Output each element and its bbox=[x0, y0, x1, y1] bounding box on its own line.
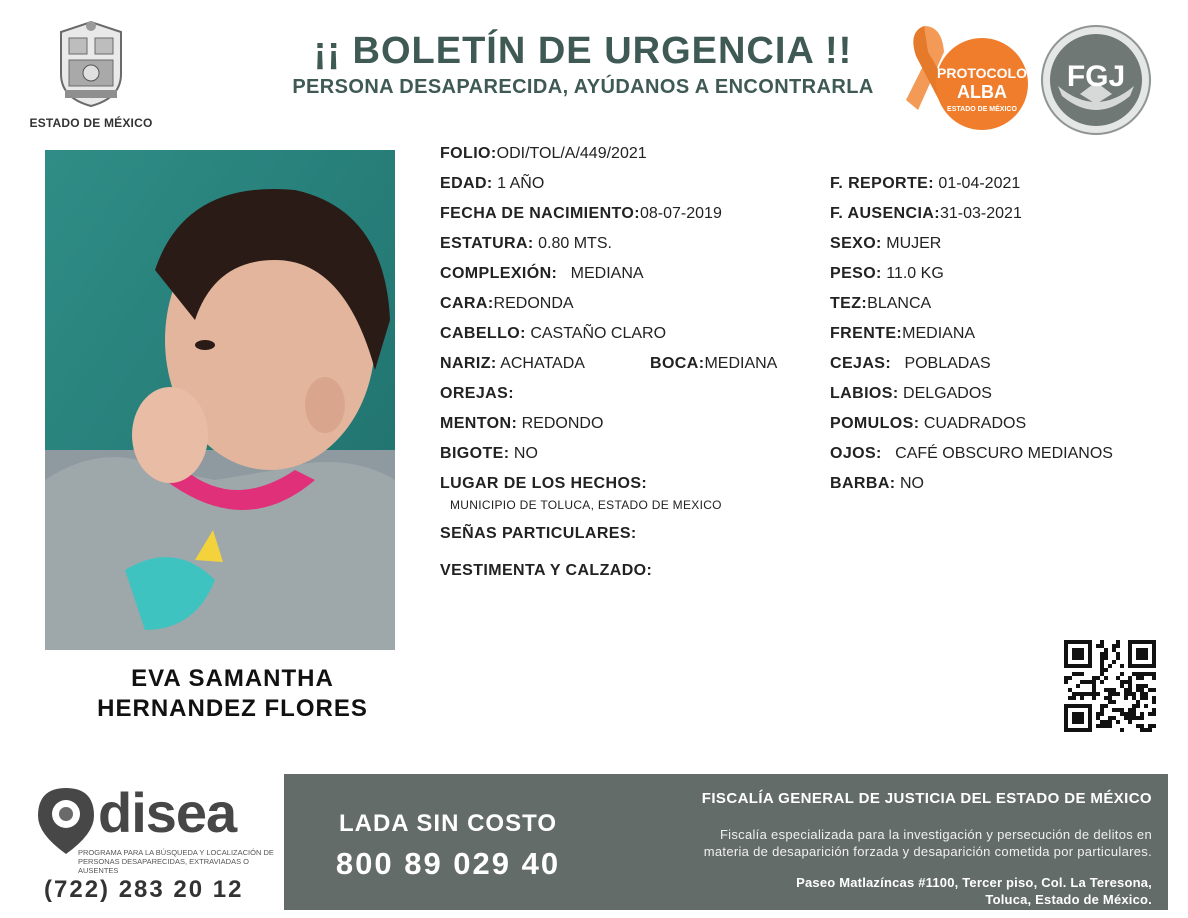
field-tez bbox=[830, 295, 931, 313]
field-complexion bbox=[440, 265, 644, 283]
name-line2: HERNANDEZ FLORES bbox=[97, 695, 368, 722]
field-value: NO bbox=[513, 445, 538, 462]
field-folio bbox=[440, 145, 647, 163]
lada-phone-number[interactable]: 800 89 029 40 bbox=[335, 846, 561, 881]
field-sexo bbox=[830, 235, 941, 253]
field-value: REDONDA bbox=[493, 295, 574, 312]
field-cara bbox=[440, 295, 574, 313]
odisea-phone[interactable]: (722) 283 20 12 bbox=[44, 876, 244, 903]
field-value: CASTAÑO CLARO bbox=[530, 325, 667, 342]
field-label: TEZ: bbox=[830, 295, 868, 312]
field-label: MENTON: bbox=[440, 415, 518, 432]
field-value: 08-07-2019 bbox=[640, 205, 722, 222]
missing-person-photo bbox=[45, 150, 395, 650]
field-f-ausencia bbox=[830, 205, 1022, 223]
qr-code-icon[interactable] bbox=[1064, 640, 1156, 732]
field-label: LUGAR DE LOS HECHOS: bbox=[440, 475, 648, 492]
fgj-seal-icon bbox=[1040, 24, 1152, 136]
field-fecha-nacimiento bbox=[440, 205, 722, 223]
field-label: VESTIMENTA Y CALZADO: bbox=[440, 562, 653, 579]
field-lugar-value: MUNICIPIO DE TOLUCA, ESTADO DE MEXICO bbox=[450, 498, 722, 512]
field-orejas bbox=[440, 385, 514, 403]
field-label: F. AUSENCIA: bbox=[830, 205, 940, 222]
alba-line2: ALBA bbox=[957, 82, 1007, 102]
alba-line1: PROTOCOLO bbox=[937, 65, 1027, 81]
field-value: NO bbox=[899, 475, 924, 492]
field-senas bbox=[440, 525, 637, 543]
alba-line3: ESTADO DE MÉXICO bbox=[947, 106, 1017, 113]
field-label: FECHA DE NACIMIENTO: bbox=[440, 205, 640, 222]
protocolo-alba-logo bbox=[898, 22, 1030, 134]
field-label: SEÑAS PARTICULARES: bbox=[440, 525, 637, 542]
field-value: CUADRADOS bbox=[923, 415, 1027, 432]
field-label: OREJAS: bbox=[440, 385, 514, 402]
field-barba bbox=[830, 475, 924, 493]
field-label: FRENTE: bbox=[830, 325, 903, 342]
field-value: ODI/TOL/A/449/2021 bbox=[496, 145, 647, 162]
fgj-text: FGJ bbox=[1066, 60, 1126, 93]
field-value: 0.80 MTS. bbox=[538, 235, 612, 252]
field-value: 31-03-2021 bbox=[940, 205, 1022, 222]
field-cabello bbox=[440, 325, 666, 343]
field-label: BIGOTE: bbox=[440, 445, 510, 462]
field-label: SEXO: bbox=[830, 235, 882, 252]
fgjem-description bbox=[600, 826, 1152, 860]
field-pomulos bbox=[830, 415, 1026, 433]
field-label: PESO: bbox=[830, 265, 882, 282]
field-value: ACHATADA bbox=[500, 355, 585, 372]
lada-label: LADA SIN COSTO bbox=[338, 810, 557, 837]
fgjem-desc-line1: Fiscalía especializada para la investigación y persecución de delitos en bbox=[719, 827, 1152, 842]
fgjem-desc-line2: materia de desaparición forzada y desaparición cometida por particulares. bbox=[703, 844, 1152, 859]
state-logo bbox=[28, 18, 154, 130]
field-estatura bbox=[440, 235, 612, 253]
field-value: POBLADAS bbox=[904, 355, 991, 372]
field-label: LABIOS: bbox=[830, 385, 899, 402]
field-cejas bbox=[830, 355, 991, 373]
field-value: REDONDO bbox=[521, 415, 604, 432]
odisea-logo bbox=[32, 782, 282, 912]
field-ojos bbox=[830, 445, 1113, 463]
fgjem-title: FISCALÍA GENERAL DE JUSTICIA DEL ESTADO DE MÉXICO bbox=[701, 790, 1152, 807]
field-label: NARIZ: bbox=[440, 355, 497, 372]
field-edad bbox=[440, 175, 544, 193]
address-line2: Toluca, Estado de México. bbox=[985, 892, 1152, 907]
field-label: OJOS: bbox=[830, 445, 882, 462]
field-label: CEJAS: bbox=[830, 355, 892, 372]
field-vestimenta bbox=[440, 562, 652, 580]
page-title: ¡¡ BOLETÍN DE URGENCIA !! bbox=[313, 30, 853, 72]
field-boca bbox=[650, 355, 777, 373]
field-label: BOCA: bbox=[650, 355, 705, 372]
field-lugar-hechos bbox=[440, 475, 647, 493]
field-label: FOLIO: bbox=[440, 145, 497, 162]
field-label: CARA: bbox=[440, 295, 494, 312]
field-value: 11.0 KG bbox=[886, 265, 944, 282]
field-frente bbox=[830, 325, 975, 343]
field-labios bbox=[830, 385, 992, 403]
field-peso bbox=[830, 265, 944, 283]
page-subtitle: PERSONA DESAPARECIDA, AYÚDANOS A ENCONTRARLA bbox=[292, 76, 874, 98]
field-value: 01-04-2021 bbox=[938, 175, 1021, 192]
fgjem-address bbox=[600, 874, 1152, 908]
odisea-subtitle: PROGRAMA PARA LA BÚSQUEDA Y LOCALIZACIÓN DE PERSONAS DESAPARECIDAS, EXTRAVIADAS O AUSENTES bbox=[78, 848, 274, 875]
field-menton bbox=[440, 415, 603, 433]
field-label: EDAD: bbox=[440, 175, 493, 192]
location-pin-icon bbox=[34, 786, 98, 856]
field-value: 1 AÑO bbox=[497, 175, 545, 192]
field-nariz bbox=[440, 355, 585, 373]
name-line1: EVA SAMANTHA bbox=[131, 665, 334, 692]
field-value: MEDIANA bbox=[570, 265, 644, 282]
state-coat-of-arms-icon bbox=[51, 18, 131, 110]
field-label: F. REPORTE: bbox=[830, 175, 934, 192]
field-f-reporte bbox=[830, 175, 1020, 193]
field-label: ESTATURA: bbox=[440, 235, 534, 252]
field-label: CABELLO: bbox=[440, 325, 526, 342]
field-bigote bbox=[440, 445, 538, 463]
missing-person-name bbox=[45, 664, 420, 724]
field-value: BLANCA bbox=[867, 295, 932, 312]
field-label: COMPLEXIÓN: bbox=[440, 265, 558, 282]
fgj-logo bbox=[1040, 24, 1152, 136]
field-value: MUJER bbox=[886, 235, 942, 252]
odisea-word: disea bbox=[98, 781, 237, 844]
field-label: BARBA: bbox=[830, 475, 896, 492]
field-value: MEDIANA bbox=[902, 325, 976, 342]
field-value: CAFÉ OBSCURO MEDIANOS bbox=[895, 445, 1113, 462]
field-value: MEDIANA bbox=[704, 355, 778, 372]
field-value: DELGADOS bbox=[903, 385, 992, 402]
state-label: ESTADO DE MÉXICO bbox=[29, 116, 153, 130]
address-line1: Paseo Matlazíncas #1100, Tercer piso, Col. La Teresona, bbox=[796, 875, 1152, 890]
field-label: POMULOS: bbox=[830, 415, 920, 432]
